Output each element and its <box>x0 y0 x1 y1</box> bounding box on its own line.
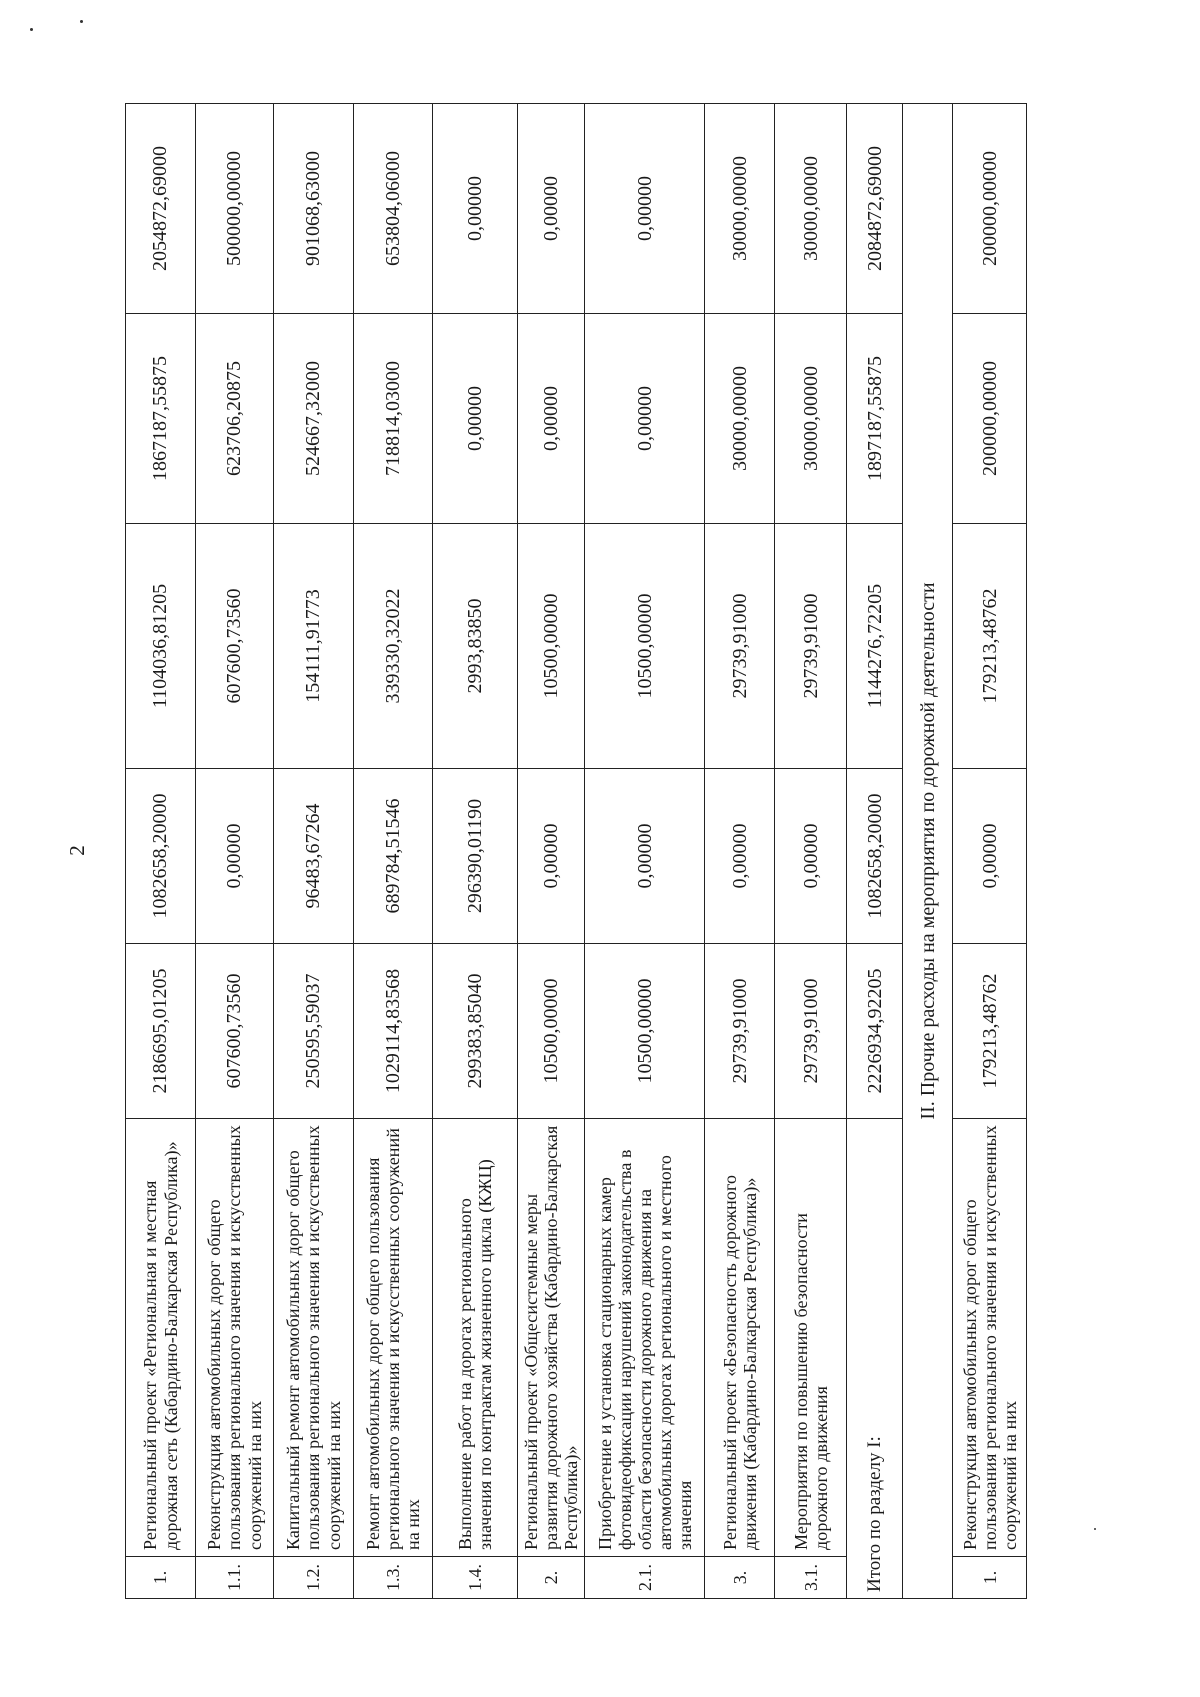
total-value-1: 2226934,92205 <box>847 944 903 1119</box>
row-name: Региональный проект «Региональная и местная дорожная сеть (Кабардино-Балкарская Республика)» <box>126 1119 196 1557</box>
table-row <box>585 104 705 1599</box>
table-row <box>433 104 518 1599</box>
row-value-4: 0,00000 <box>433 314 518 524</box>
row-value-1: 1029114,83568 <box>354 944 433 1119</box>
total-value-3: 1144276,72205 <box>847 524 903 769</box>
row-value-5: 653804,06000 <box>354 104 433 314</box>
row-value-2: 0,00000 <box>585 769 705 944</box>
row-name: Реконструкция автомобильных дорог общего пользования регионального значения и искусственных сооружений на них <box>953 1119 1027 1557</box>
row-value-4: 30000,00000 <box>775 314 847 524</box>
row-value-3: 10500,00000 <box>585 524 705 769</box>
row-value-3: 29739,91000 <box>705 524 775 769</box>
total-row <box>847 104 903 1599</box>
table-body <box>126 104 1027 1599</box>
row-value-3: 179213,48762 <box>953 524 1027 769</box>
row-number: 1.1. <box>196 1557 274 1599</box>
row-number: 3. <box>705 1557 775 1599</box>
total-value-2: 1082658,20000 <box>847 769 903 944</box>
table-row <box>953 104 1027 1599</box>
row-number: 2. <box>518 1557 585 1599</box>
table-row <box>196 104 274 1599</box>
table-row <box>518 104 585 1599</box>
budget-table <box>125 103 1027 1599</box>
row-value-4: 0,00000 <box>585 314 705 524</box>
table-row <box>775 104 847 1599</box>
table-row <box>705 104 775 1599</box>
row-value-2: 1082658,20000 <box>126 769 196 944</box>
row-value-3: 1104036,81205 <box>126 524 196 769</box>
row-value-3: 29739,91000 <box>775 524 847 769</box>
row-name: Региональный проект «Общесистемные меры развития дорожного хозяйства (Кабардино-Балкарская Республика)» <box>518 1119 585 1557</box>
row-value-5: 901068,63000 <box>274 104 354 314</box>
row-value-1: 29739,91000 <box>775 944 847 1119</box>
budget-table-container <box>125 104 1021 1599</box>
row-number: 1. <box>953 1557 1027 1599</box>
row-value-5: 30000,00000 <box>705 104 775 314</box>
row-value-2: 0,00000 <box>196 769 274 944</box>
scan-speck <box>1094 1528 1096 1530</box>
row-value-1: 2186695,01205 <box>126 944 196 1119</box>
row-value-5: 500000,00000 <box>196 104 274 314</box>
row-value-2: 0,00000 <box>775 769 847 944</box>
scan-speck <box>30 28 33 31</box>
row-name: Приобретение и установка стационарных камер фотовидеофиксации нарушений законодательства в области безопасности дорожного движения на автомобильных дорогах регионального и местного значения <box>585 1119 705 1557</box>
row-value-2: 0,00000 <box>705 769 775 944</box>
row-value-5: 30000,00000 <box>775 104 847 314</box>
row-value-5: 200000,00000 <box>953 104 1027 314</box>
row-value-2: 296390,01190 <box>433 769 518 944</box>
row-value-5: 2054872,69000 <box>126 104 196 314</box>
row-value-3: 339330,32022 <box>354 524 433 769</box>
scan-speck <box>80 20 83 23</box>
row-value-5: 0,00000 <box>518 104 585 314</box>
total-value-5: 2084872,69000 <box>847 104 903 314</box>
row-name: Мероприятия по повышению безопасности дорожного движения <box>775 1119 847 1557</box>
row-value-5: 0,00000 <box>585 104 705 314</box>
row-number: 1.4. <box>433 1557 518 1599</box>
row-value-4: 524667,32000 <box>274 314 354 524</box>
row-value-4: 30000,00000 <box>705 314 775 524</box>
row-value-1: 29739,91000 <box>705 944 775 1119</box>
row-number: 2.1. <box>585 1557 705 1599</box>
row-name: Ремонт автомобильных дорог общего пользования регионального значения и искусственных сооружений на них <box>354 1119 433 1557</box>
total-label: Итого по разделу I: <box>847 1119 903 1599</box>
row-value-2: 0,00000 <box>518 769 585 944</box>
row-value-3: 607600,73560 <box>196 524 274 769</box>
row-value-3: 2993,83850 <box>433 524 518 769</box>
section-title: II. Прочие расходы на мероприятия по дорожной деятельности <box>903 104 953 1599</box>
row-number: 1.3. <box>354 1557 433 1599</box>
row-name: Выполнение работ на дорогах регионального значения по контрактам жизненного цикла (КЖЦ) <box>433 1119 518 1557</box>
row-value-1: 607600,73560 <box>196 944 274 1119</box>
row-value-3: 10500,00000 <box>518 524 585 769</box>
row-number: 1.2. <box>274 1557 354 1599</box>
row-value-5: 0,00000 <box>433 104 518 314</box>
row-number: 3.1. <box>775 1557 847 1599</box>
row-name: Региональный проект «Безопасность дорожного движения (Кабардино-Балкарская Республика)» <box>705 1119 775 1557</box>
table-row <box>126 104 196 1599</box>
row-value-2: 0,00000 <box>953 769 1027 944</box>
table-row <box>274 104 354 1599</box>
table-row <box>354 104 433 1599</box>
row-value-2: 689784,51546 <box>354 769 433 944</box>
row-value-4: 0,00000 <box>518 314 585 524</box>
row-value-3: 154111,91773 <box>274 524 354 769</box>
total-value-4: 1897187,55875 <box>847 314 903 524</box>
row-name: Капитальный ремонт автомобильных дорог общего пользования регионального значения и искусственных сооружений на них <box>274 1119 354 1557</box>
row-value-4: 1867187,55875 <box>126 314 196 524</box>
row-value-4: 718814,03000 <box>354 314 433 524</box>
row-value-4: 200000,00000 <box>953 314 1027 524</box>
row-value-1: 179213,48762 <box>953 944 1027 1119</box>
section-header-row <box>903 104 953 1599</box>
row-value-1: 10500,00000 <box>585 944 705 1119</box>
page-number: 2 <box>64 845 89 856</box>
row-number: 1. <box>126 1557 196 1599</box>
row-value-1: 10500,00000 <box>518 944 585 1119</box>
row-value-1: 250595,59037 <box>274 944 354 1119</box>
row-value-2: 96483,67264 <box>274 769 354 944</box>
row-name: Реконструкция автомобильных дорог общего пользования регионального значения и искусственных сооружений на них <box>196 1119 274 1557</box>
row-value-4: 623706,20875 <box>196 314 274 524</box>
row-value-1: 299383,85040 <box>433 944 518 1119</box>
